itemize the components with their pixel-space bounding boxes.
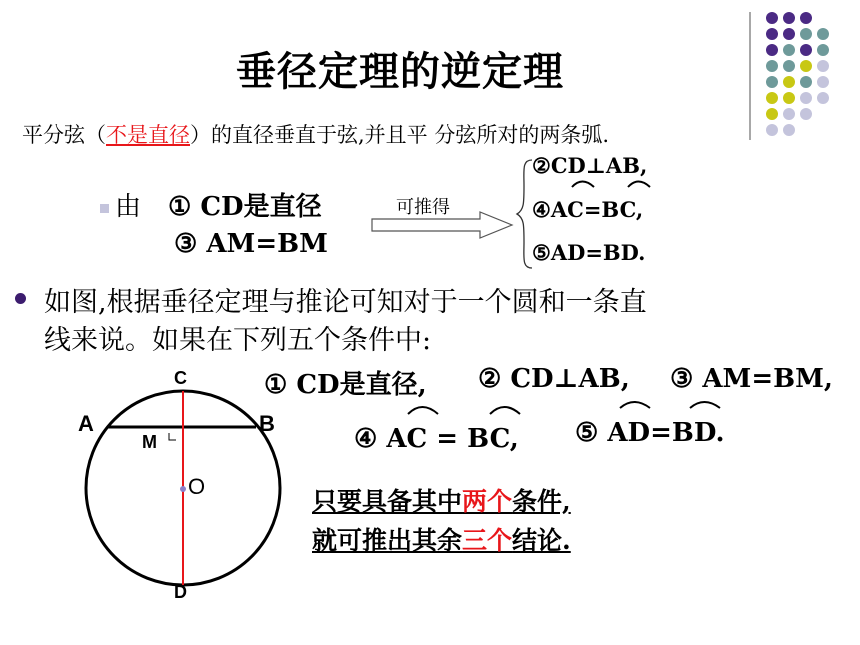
summary-l2-suffix: 结论. xyxy=(512,526,571,555)
label-o: O xyxy=(188,474,206,499)
label-b: B xyxy=(259,411,275,436)
center-dot xyxy=(180,486,186,492)
condition-5: ⑤ AD=BD. xyxy=(575,418,725,448)
theorem-highlight: 不是直径 xyxy=(106,123,190,147)
decor-dot xyxy=(800,12,812,24)
theorem-prefix: 平分弦（ xyxy=(22,123,106,147)
summary-l2-highlight: 三个 xyxy=(462,526,513,555)
summary-l1-prefix: 只要具备其中 xyxy=(312,487,463,516)
decor-dot xyxy=(766,28,778,40)
condition-3: ③ AM=BM, xyxy=(670,364,833,394)
right-arrow-icon xyxy=(370,210,520,240)
conclusion-4: ④AC=BC, xyxy=(532,197,644,222)
square-bullet-icon xyxy=(100,204,109,213)
arrow-label: 可推得 xyxy=(396,197,450,218)
decor-dot xyxy=(817,44,829,56)
decor-dot xyxy=(766,124,778,136)
condition-2: ② CD⊥AB, xyxy=(478,364,630,394)
decor-dot xyxy=(817,92,829,104)
summary-l1-suffix: 条件, xyxy=(512,487,571,516)
decor-dot xyxy=(800,28,812,40)
theorem-statement xyxy=(22,119,609,149)
circle-figure xyxy=(70,360,275,610)
condition-1: ① CD是直径, xyxy=(264,370,427,400)
decor-dot xyxy=(766,12,778,24)
given-cond3: ③ AM=BM xyxy=(174,229,328,259)
decor-dot xyxy=(783,28,795,40)
given-bullet-text: 由 xyxy=(115,192,142,222)
summary-l1-highlight: 两个 xyxy=(462,487,513,516)
theorem-suffix: ）的直径垂直于弦,并且平 分弦所对的两条弧. xyxy=(190,123,610,147)
given-cond1: ① CD是直径 xyxy=(168,192,322,222)
decor-dot xyxy=(800,76,812,88)
arc-marks-conditions xyxy=(400,398,750,428)
decor-dot xyxy=(817,76,829,88)
decor-dot xyxy=(783,12,795,24)
decor-dot xyxy=(800,44,812,56)
decor-dot xyxy=(800,92,812,104)
decor-dot xyxy=(817,60,829,72)
arc-marks-conclusions xyxy=(560,174,670,204)
page-title: 垂径定理的逆定理 xyxy=(236,49,564,95)
decor-dot xyxy=(783,124,795,136)
label-m: M xyxy=(142,432,157,452)
given-line-1 xyxy=(100,186,141,223)
paragraph-line-2: 线来说。如果在下列五个条件中: xyxy=(44,325,432,356)
decor-dot xyxy=(800,60,812,72)
label-d: D xyxy=(174,582,187,602)
label-a: A xyxy=(78,411,94,436)
paragraph-line-1: 如图,根据垂径定理与推论可知对于一个圆和一条直 xyxy=(44,287,647,318)
right-angle-mark xyxy=(169,433,176,440)
decor-dot xyxy=(800,108,812,120)
summary-l2-prefix: 就可推出其余 xyxy=(312,526,463,555)
decor-dot xyxy=(817,28,829,40)
paragraph-bullet-icon xyxy=(15,293,26,304)
decor-dot xyxy=(783,108,795,120)
decor-dot xyxy=(766,108,778,120)
condition-4: ④ AC = BC, xyxy=(354,424,519,454)
label-c: C xyxy=(174,368,187,388)
conclusion-5: ⑤AD=BD. xyxy=(532,240,646,265)
summary-line-1 xyxy=(312,482,571,518)
conclusion-2: ②CD⊥AB, xyxy=(532,153,648,178)
summary-line-2 xyxy=(312,521,571,557)
